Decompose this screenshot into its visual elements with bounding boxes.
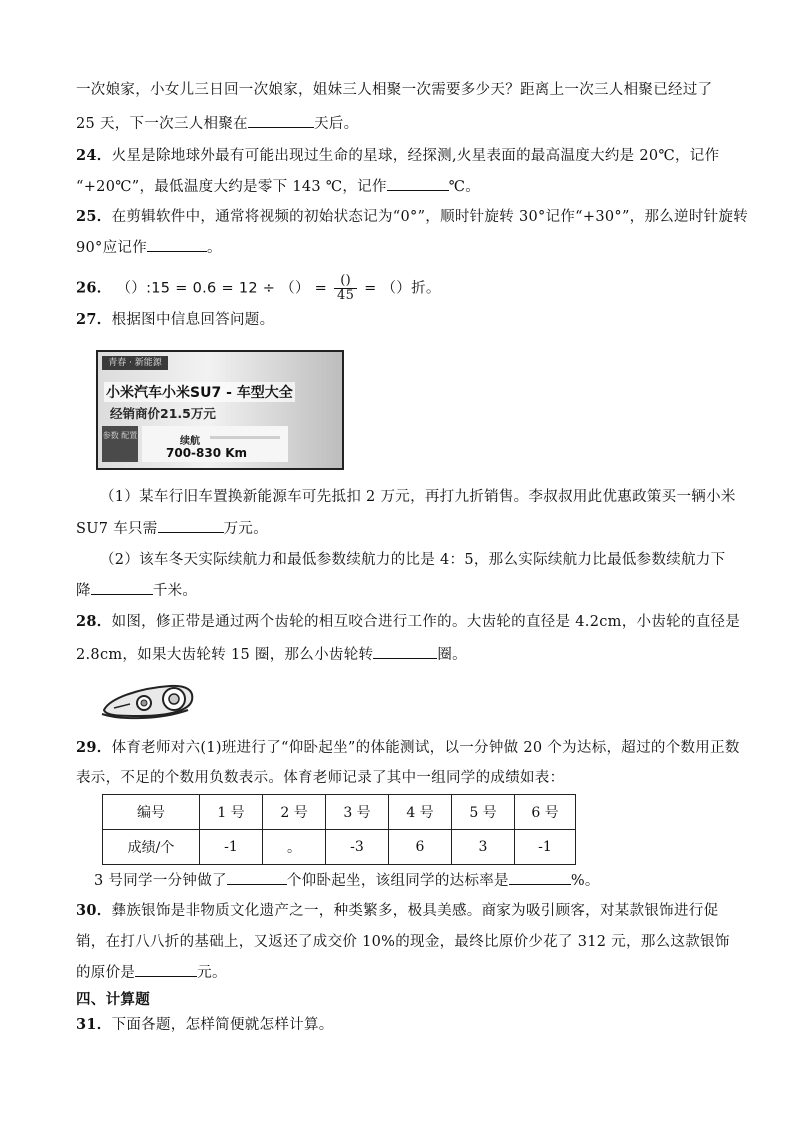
- table-cell: -3: [326, 830, 389, 865]
- q30-text-4: 元。: [197, 965, 227, 981]
- q29-text-1: 体育老师对六(1)班进行了“仰卧起坐”的体能测试，以一分钟做 20 个为达标，超过的个数用正数: [111, 740, 740, 756]
- q24-number: 24．: [76, 147, 112, 164]
- q30-line3: [76, 962, 227, 983]
- table-row: [103, 795, 576, 830]
- q24-text-1: 火星是除地球外最有可能出现过生命的星球，经探测,火星表面的最高温度大约是 20℃，记作: [111, 148, 720, 164]
- q29-answer-line: [94, 870, 600, 891]
- q23-text-3: 天后。: [313, 116, 359, 132]
- q25-text-3: 。: [207, 240, 222, 256]
- q30-text-1: 彝族银饰是非物质文化遗产之一，种类繁多，极具美感。商家为吸引顾客，对某款银饰进行促: [111, 903, 719, 919]
- table-cell: 1 号: [200, 795, 263, 830]
- q24-line1: [76, 146, 719, 166]
- ad-title: 小米汽车小米SU7 - 车型大全: [104, 382, 295, 402]
- q28-text-2: 2.8cm，如果大齿轮转 15 圈，那么小齿轮转: [76, 647, 374, 663]
- q27-line: [76, 310, 274, 330]
- table-header-score: 成绩/个: [103, 830, 200, 865]
- q27-sub1-text-3: 万元。: [223, 521, 268, 537]
- q23-text-1: 一次娘家，小女儿三日回一次娘家，姐妹三人相聚一次需要多少天？距离上一次三人相聚已经过了: [76, 82, 713, 98]
- q26-fraction: [334, 274, 357, 303]
- q29-answer-text-1: 3 号同学一分钟做了: [94, 873, 227, 889]
- q30-number: 30．: [76, 902, 112, 919]
- fraction-numerator: (): [334, 274, 357, 289]
- ad-range-bar: [210, 436, 280, 439]
- table-header-id: 编号: [103, 795, 200, 830]
- q26-number: 26．: [76, 279, 112, 297]
- section-heading: [76, 990, 150, 1010]
- ad-tag: 青春 · 新能源: [102, 356, 168, 370]
- q29-answer-blank-1[interactable]: [227, 870, 287, 885]
- q27-sub2-answer-blank[interactable]: [91, 580, 153, 595]
- q26-line: [76, 274, 441, 303]
- q23-line2: [76, 113, 358, 134]
- q27-sub1-line1: [100, 487, 736, 507]
- q31-line: [76, 1015, 334, 1035]
- q27-text: 根据图中信息回答问题。: [111, 312, 275, 328]
- fraction-denominator: 45: [337, 288, 355, 303]
- q27-sub1-line2: [76, 518, 268, 539]
- q23-line1: [76, 80, 712, 100]
- q30-answer-blank[interactable]: [135, 962, 197, 977]
- ad-range-value: 700-830 Km: [166, 446, 248, 460]
- q30-text-2: 销，在打八八折的基础上，又返还了成交价 10%的现金，最终比原价少花了 312 元，那么这款银饰: [76, 934, 730, 950]
- q28-answer-blank[interactable]: [373, 644, 437, 659]
- table-cell: 2 号: [263, 795, 326, 830]
- q28-text-3: 圈。: [437, 647, 467, 663]
- car-ad-image: [96, 350, 344, 470]
- correction-tape-image: [100, 680, 196, 722]
- table-cell: -1: [200, 830, 263, 865]
- q28-line1: [76, 612, 740, 632]
- q28-text-1: 如图，修正带是通过两个齿轮的相互咬合进行工作的。大齿轮的直径是 4.2cm，小齿轮的直径是: [111, 614, 741, 630]
- q30-text-3: 的原价是: [76, 965, 136, 981]
- q23-text-2: 25 天，下一次三人相聚在: [76, 116, 248, 132]
- q29-answer-text-2: 个仰卧起坐，该组同学的达标率是: [286, 873, 509, 889]
- q27-number: 27．: [76, 311, 112, 328]
- table-cell: 4 号: [389, 795, 452, 830]
- q27-sub2-line1: [100, 550, 725, 570]
- q25-text-1: 在剪辑软件中，通常将视频的初始状态记为“0°”，顺时针旋转 30°记作“+30°”，那么逆时针旋转: [111, 209, 749, 225]
- score-table: [102, 794, 576, 865]
- q25-number: 25．: [76, 208, 112, 225]
- q26-equation-right: = （）折。: [364, 280, 441, 297]
- table-row: [103, 830, 576, 865]
- q29-text-2: 表示，不足的个数用负数表示。体育老师记录了其中一组同学的成绩如表：: [76, 770, 565, 786]
- table-cell: 5 号: [452, 795, 515, 830]
- q31-text: 下面各题，怎样简便就怎样计算。: [111, 1017, 334, 1033]
- table-cell: 6: [389, 830, 452, 865]
- q24-answer-blank[interactable]: [387, 176, 449, 191]
- q24-text-3: ℃。: [448, 179, 481, 195]
- ad-range-label: 续航: [180, 436, 200, 447]
- q31-number: 31．: [76, 1016, 112, 1033]
- q27-sub1-answer-blank[interactable]: [158, 518, 224, 533]
- q25-text-2: 90°应记作: [76, 240, 148, 256]
- q30-line1: [76, 901, 718, 921]
- section4-title: 四、计算题: [76, 992, 150, 1008]
- ad-price: 经销商价21.5万元: [110, 406, 216, 421]
- q25-line2: [76, 237, 222, 258]
- q29-line1: [76, 738, 740, 758]
- table-cell: 6 号: [515, 795, 576, 830]
- q27-sub2-line2: [76, 580, 197, 601]
- table-cell: 3 号: [326, 795, 389, 830]
- q24-line2: [76, 176, 480, 197]
- q27-sub1-text-2: SU7 车只需: [76, 521, 158, 537]
- q24-text-2: “+20℃”，最低温度大约是零下 143 ℃，记作: [76, 179, 387, 195]
- q26-equation-left: （）:15 = 0.6 = 12 ÷ （） =: [116, 280, 328, 297]
- table-cell: -1: [515, 830, 576, 865]
- q27-sub2-text-3: 千米。: [152, 583, 198, 599]
- q30-line2: [76, 932, 730, 952]
- q29-answer-text-3: %。: [570, 873, 600, 889]
- q28-number: 28．: [76, 613, 112, 630]
- q28-line2: [76, 644, 467, 665]
- table-cell: 3: [452, 830, 515, 865]
- q29-line2: [76, 768, 564, 788]
- q29-number: 29．: [76, 739, 112, 756]
- q27-sub2-text-1: （2）该车冬天实际续航力和最低参数续航力的比是 4：5，那么实际续航力比最低参数续航力下: [100, 552, 726, 568]
- q29-answer-blank-2[interactable]: [509, 870, 571, 885]
- q27-sub1-text-1: （1）某车行旧车置换新能源车可先抵扣 2 万元，再打九折销售。李叔叔用此优惠政策买一辆小米: [100, 489, 736, 505]
- q23-answer-blank[interactable]: [248, 113, 314, 128]
- q25-answer-blank[interactable]: [147, 237, 207, 252]
- table-cell: 。: [263, 830, 326, 865]
- q25-line1: [76, 207, 748, 227]
- q27-sub2-text-2: 降: [76, 583, 91, 599]
- ad-side-label: 参数 配置: [102, 426, 138, 462]
